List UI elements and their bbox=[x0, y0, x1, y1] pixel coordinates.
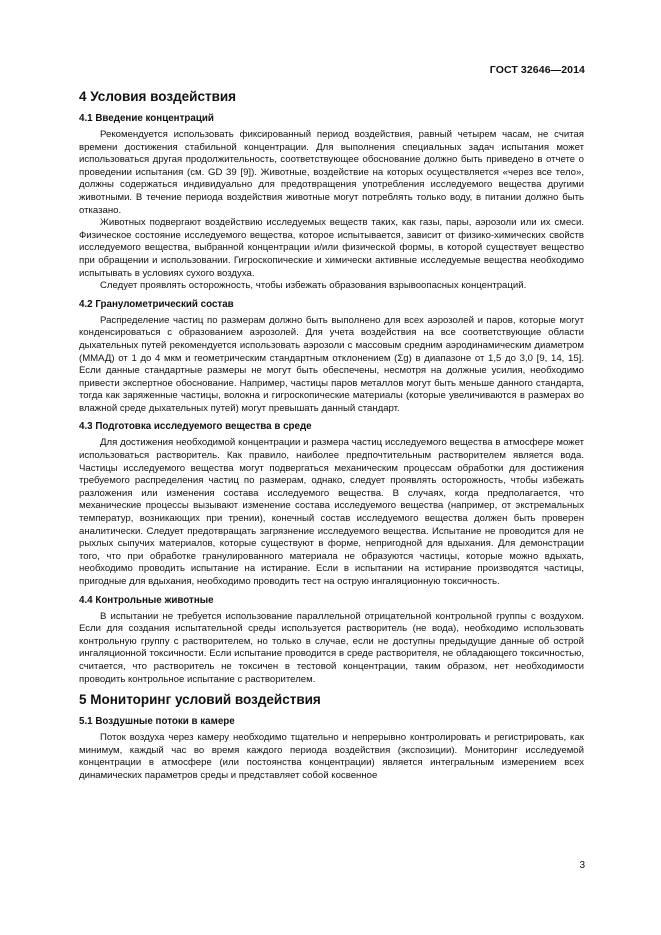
page-content bbox=[79, 88, 584, 788]
section-4-title: 4 Условия воздействия bbox=[79, 89, 237, 104]
subsection-4-4 bbox=[79, 594, 584, 687]
paragraph: Следует проявлять осторожность, чтобы избежать образования взрывоопасных концентраций. bbox=[100, 280, 527, 292]
subsection-4-1-title: 4.1 Введение концентраций bbox=[79, 113, 214, 124]
paragraph: В испытании не требуется использование параллельной отрицательной контрольной группы с воздухом. Если для создания испытательной среды используется растворитель (не вода), необходимо использовать контрольную группу с растворителем, но только в случае, если не доступны предыдущие данные об острой ингаляционной токсичности. Если испытание проводится в среде растворителя, не обладающего токсичностью, считается, что растворитель не токсичен в тестовой концентрации, таким образом, нет необходимости проводить контрольное испытание с растворителем. bbox=[79, 610, 584, 685]
paragraph: Распределение частиц по размерам должно быть выполнено для всех аэрозолей и паров, которые могут конденсироваться с образованием аэрозолей. Для учета воздействия на все соответствующие области дыхательных путей рекомендуется использовать аэрозоли с массовым средним аэродинамическим диаметром (ММАД) от 1 до 4 мкм и геометрическим стандартным отклонением (Σg) в диапазоне от 1,5 до 3,0 [9, 14, 15]. Если данные стандартные размеры не могут быть обеспечены, несмотря на должные усилия, необходимо привести экспертное обоснование. Например, частицы паров металлов могут быть меньше данного стандарта, тогда как заряженные частицы, волокна и гигроскопические материалы (которые увеличиваются в размерах во влажной среде дыхательных путей) могут превышать данный стандарт. bbox=[79, 314, 584, 414]
paragraph: Животных подвергают воздействию исследуемых веществ таких, как газы, пары, аэрозоли или их смеси. Физическое состояние исследуемого вещества, которое испытывается, зависит от физико-химических свойств исследуемого вещества, выбранной концентрации и/или физической формы, в которой существует вещество при обращении и использовании. Гигроскопические и химически активные исследуемые вещества необходимо испытывать в условиях сухого воздуха. bbox=[79, 217, 584, 279]
page-number: 3 bbox=[579, 860, 585, 871]
document-header: ГОСТ 32646—2014 bbox=[489, 64, 585, 76]
subsection-4-2 bbox=[79, 298, 584, 416]
paragraph: Поток воздуха через камеру необходимо тщательно и непрерывно контролировать и регистрировать, как минимум, каждый час во время каждого периода воздействия (экспозиции). Мониторинг исследуемой концентрации в атмосфере (или постоянства концентрации) является интегральным измерением всех динамических параметров среды и представляет собой косвенное bbox=[79, 732, 584, 781]
section-5 bbox=[79, 691, 584, 782]
subsection-5-1 bbox=[79, 715, 584, 782]
subsection-4-3 bbox=[79, 420, 584, 588]
paragraph: Рекомендуется использовать фиксированный период воздействия, равный четырем часам, не считая времени достижения стабильной концентрации. Для выполнения специальных задач испытания может использоваться другая продолжительность, соответствующее обоснование должно быть приведено в отчете о проведении испытания (см. GD 39 [9]). Животные, воздействие на которых осуществляется «через все тело», должны содержаться индивидуально для предотвращения употребления исследуемого вещества другими животными. В течение периода воздействия животные могут потреблять только воду, в питании должно быть отказано. bbox=[79, 129, 584, 216]
subsection-4-4-title: 4.4 Контрольные животные bbox=[79, 594, 214, 606]
subsection-4-1 bbox=[79, 112, 584, 293]
subsection-4-3-title: 4.3 Подготовка исследуемого вещества в среде bbox=[79, 421, 312, 433]
paragraph: Для достижения необходимой концентрации и размера частиц исследуемого вещества в атмосфере может использоваться растворитель. Как правило, наиболее предпочтительным растворителем является вода. Частицы исследуемого вещества могут подвергаться механическим процессам обработки для достижения требуемого распределения частиц по размерам, однако, следует проявлять осторожность, чтобы избежать разложения или изменения состава исследуемого вещества. В случаях, когда предполагается, что механические процессы вызывают изменение состава исследуемого вещества (например, от экстремальных температур, возникающих при трении), конечный состав исследуемого вещества должен быть проверен аналитически. Следует предотвращать загрязнение исследуемого вещества. Испытание не проводится для не рыхлых сыпучих материалов, которые существуют в форме, непригодной для вдыхания. Для демонстрации того, что при обработке гранулированного материала не образуются частицы, которые можно вдыхать, необходимо проводить испытание на истирание. Если в испытании на истирание производятся частицы, пригодные для вдыхания, необходимо проводить тест на острую ингаляционную токсичность. bbox=[79, 437, 584, 587]
subsection-5-1-title: 5.1 Воздушные потоки в камере bbox=[79, 716, 235, 728]
section-5-title: 5 Мониторинг условий воздействия bbox=[79, 692, 321, 708]
subsection-4-2-title: 4.2 Гранулометрический состав bbox=[79, 298, 234, 310]
